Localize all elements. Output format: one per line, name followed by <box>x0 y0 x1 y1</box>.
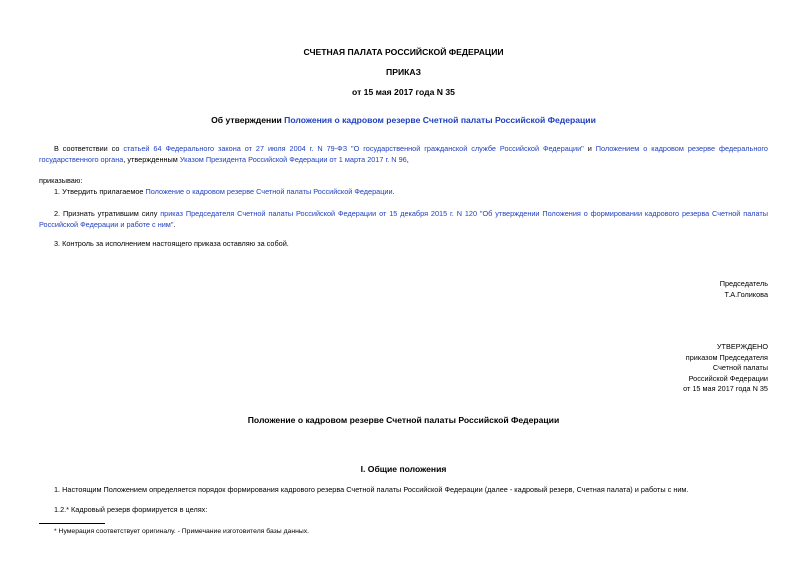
regulation-paragraph-1: 1. Настоящим Положением определяется порядок формирования кадрового резерва Счетной палаты Российской Федерации (далее - кадровый резерв, Счетная палата) и работы с ним. <box>54 485 689 494</box>
approval-line-3: Счетной палаты <box>712 363 768 372</box>
preamble-text-1: В соответствии со <box>54 144 124 153</box>
preamble-text-3: , утвержденным <box>123 154 180 164</box>
preamble-text-2: и <box>583 144 596 153</box>
footnote-text: * Нумерация соответствует оригиналу. - Примечание изготовителя базы данных. <box>54 528 309 535</box>
preamble-link-regulation[interactable]: Положением о кадровом резерве федерального государственного органа <box>39 144 768 164</box>
footnote-divider <box>39 523 105 524</box>
order-item-1-suffix: . <box>392 187 395 196</box>
approval-line-2: приказом Председателя <box>685 352 768 362</box>
approval-line-1: УТВЕРЖДЕНО <box>716 342 768 351</box>
approval-block <box>683 342 768 395</box>
preamble-link-decree[interactable]: Указом Президента Российской Федерации от 1 марта 2017 г. N 96 <box>179 154 407 164</box>
document-date-number: от 15 мая 2017 года N 35 <box>352 87 455 97</box>
regulation-title: Положение о кадровом резерве Счетной палаты Российской Федерации <box>247 415 560 425</box>
signature-name: Т.А.Голикова <box>724 289 768 299</box>
document-title-link[interactable]: Положения о кадровом резерве Счетной палаты Российской Федерации <box>284 115 596 125</box>
document-title <box>0 115 807 125</box>
signature-block <box>720 279 768 300</box>
order-item-1-prefix: 1. Утвердить прилагаемое <box>54 187 146 196</box>
order-item-3: 3. Контроль за исполнением настоящего приказа оставляю за собой. <box>54 239 289 248</box>
order-word: приказываю: <box>39 176 83 185</box>
approval-line-5: от 15 мая 2017 года N 35 <box>683 384 768 393</box>
signature-position: Председатель <box>719 279 768 288</box>
regulation-paragraph-2: 1.2.* Кадровый резерв формируется в целях: <box>54 505 208 514</box>
organization-heading: СЧЕТНАЯ ПАЛАТА РОССИЙСКОЙ ФЕДЕРАЦИИ <box>303 47 504 57</box>
order-item-1 <box>54 187 768 198</box>
approval-line-4: Российской Федерации <box>688 373 768 383</box>
order-item-2-suffix: . <box>173 219 176 229</box>
order-item-2 <box>39 209 768 230</box>
preamble-text-4: , <box>406 154 409 164</box>
preamble-paragraph <box>39 144 768 165</box>
preamble-link-law[interactable]: статьей 64 Федерального закона от 27 июля 2004 г. N 79-ФЗ "О государственной гражданской службе Российской Федерации" <box>123 144 584 153</box>
document-title-prefix: Об утверждении <box>211 115 285 125</box>
document-type-heading: ПРИКАЗ <box>386 67 421 77</box>
order-item-1-link[interactable]: Положение о кадровом резерве Счетной палаты Российской Федерации <box>145 187 393 196</box>
order-item-2-link[interactable]: приказ Председателя Счетной палаты Российской Федерации от 15 декабря 2015 г. N 120 "Об утверждении Положения о формировании кадрового резерва Счетной палаты Российской Федерации и работе с ним" <box>39 209 768 229</box>
order-item-2-prefix: 2. Признать утратившим силу <box>54 209 161 218</box>
section-heading: I. Общие положения <box>360 464 447 474</box>
